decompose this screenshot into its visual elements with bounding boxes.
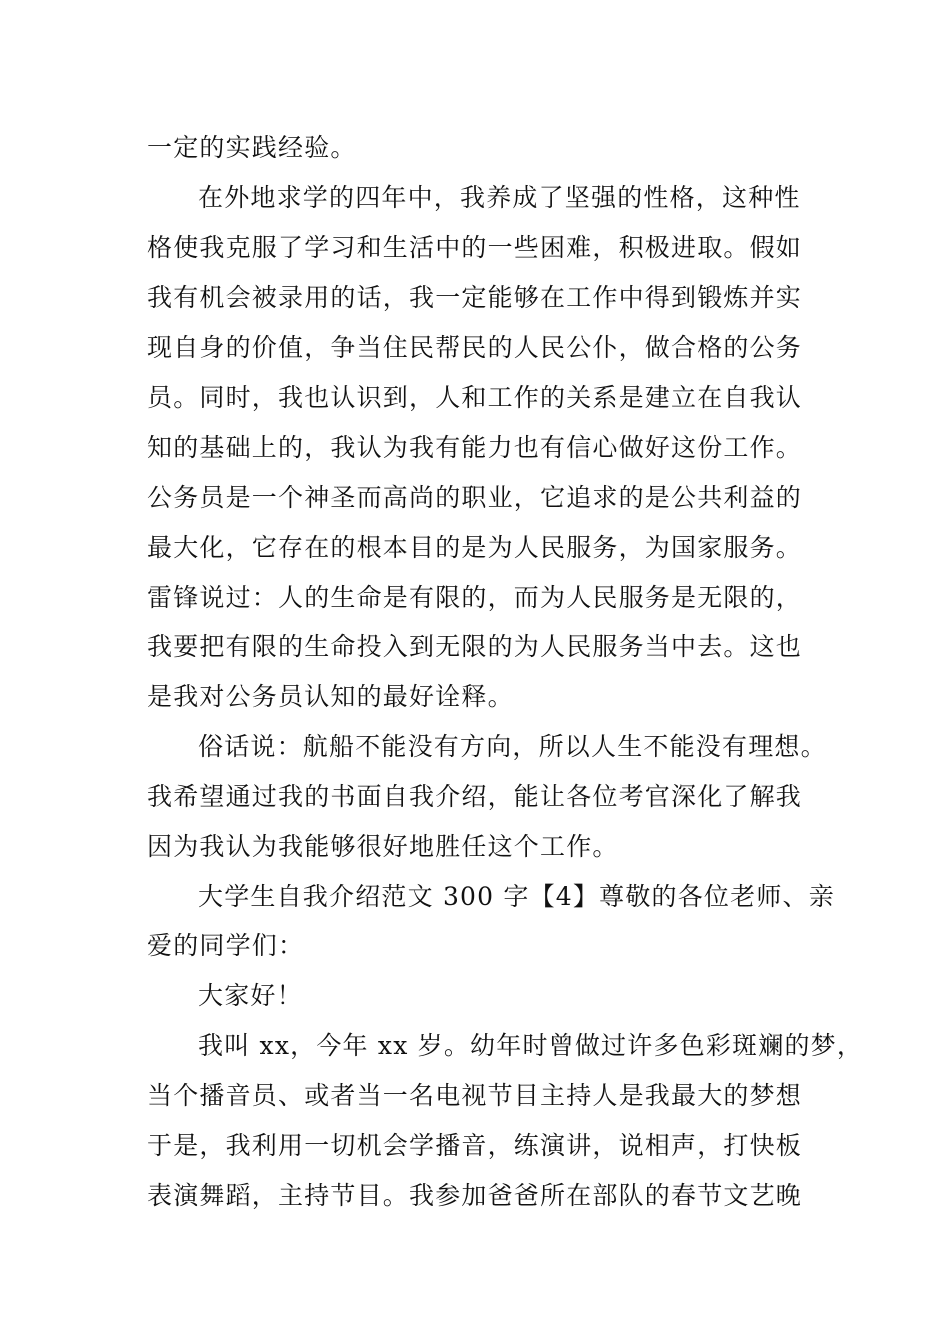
text-line: 爱的同学们： <box>147 931 305 960</box>
text-line: 公务员是一个神圣而高尚的职业，它追求的是公共利益的 <box>147 483 803 512</box>
text-line: 我要把有限的生命投入到无限的为人民服务当中去。这也 <box>147 632 803 661</box>
text-line: 知的基础上的，我认为我有能力也有信心做好这份工作。 <box>147 433 803 462</box>
paragraph-start-line: 俗话说：航船不能没有方向，所以人生不能没有理想。 <box>198 732 827 761</box>
text-line: 格使我克服了学习和生活中的一些困难，积极进取。假如 <box>147 233 803 262</box>
text-line: 一定的实践经验。 <box>147 133 357 162</box>
paragraph-start-line: 在外地求学的四年中，我养成了坚强的性格，这种性 <box>198 183 801 212</box>
text-line: 员。同时，我也认识到，人和工作的关系是建立在自我认 <box>147 383 803 412</box>
text-line: 最大化，它存在的根本目的是为人民服务，为国家服务。 <box>147 533 803 562</box>
text-line: 表演舞蹈，主持节目。我参加爸爸所在部队的春节文艺晚 <box>147 1181 803 1210</box>
text-line: 因为我认为我能够很好地胜任这个工作。 <box>147 832 619 861</box>
text-line: 雷锋说过：人的生命是有限的，而为人民服务是无限的， <box>147 583 803 612</box>
text-line: 当个播音员、或者当一名电视节目主持人是我最大的梦想 <box>147 1081 803 1110</box>
text-line: 是我对公务员认知的最好诠释。 <box>147 682 514 711</box>
section-heading-line: 大学生自我介绍范文 300 字【4】尊敬的各位老师、亲 <box>198 882 835 911</box>
text-line: 我希望通过我的书面自我介绍，能让各位考官深化了解我 <box>147 782 803 811</box>
paragraph-start-line: 我叫 xx，今年 xx 岁。幼年时曾做过许多色彩斑斓的梦， <box>198 1031 864 1060</box>
greeting-line: 大家好！ <box>198 981 303 1010</box>
text-line: 于是，我利用一切机会学播音，练演讲，说相声，打快板 <box>147 1131 803 1160</box>
text-line: 我有机会被录用的话，我一定能够在工作中得到锻炼并实 <box>147 283 803 312</box>
text-line: 现自身的价值，争当住民帮民的人民公仆，做合格的公务 <box>147 333 803 362</box>
